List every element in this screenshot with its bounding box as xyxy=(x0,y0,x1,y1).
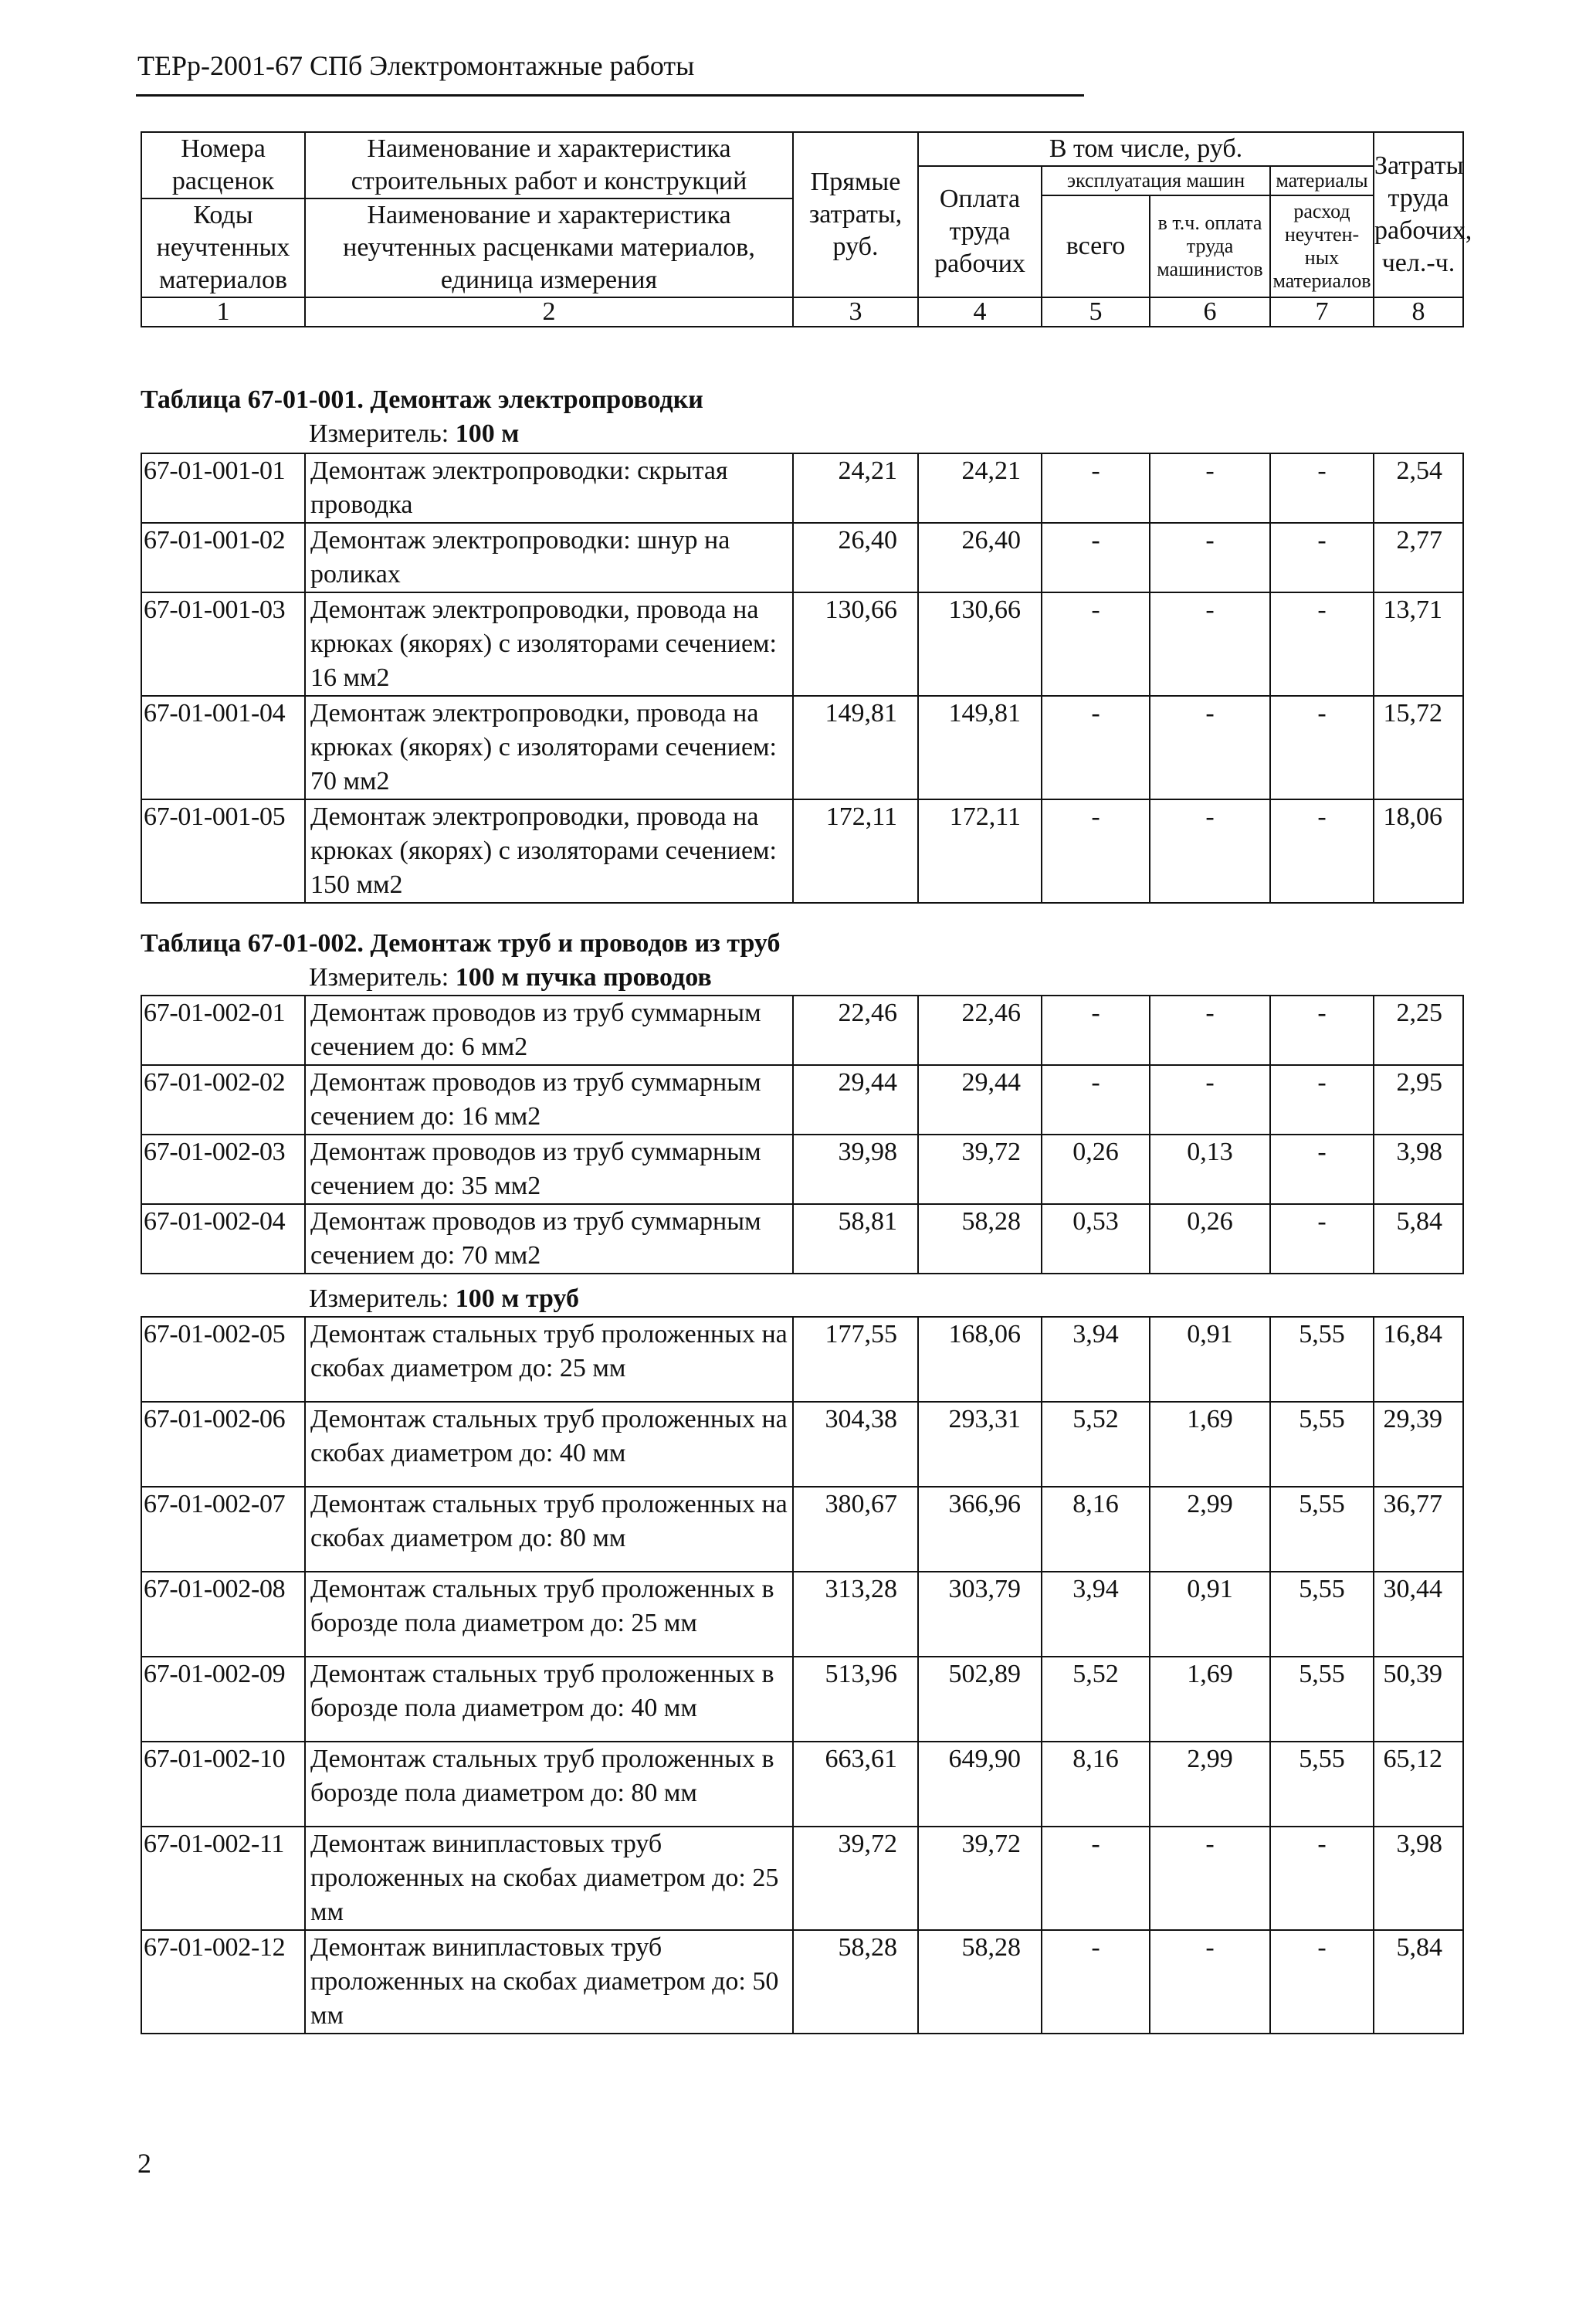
wages-cell: 149,81 xyxy=(918,696,1042,799)
measure-line: Измеритель: 100 м xyxy=(309,419,520,448)
labor-cell: 16,84 xyxy=(1374,1317,1463,1402)
hdr-name-cell: Наименование и характеристика строительных работ и конструкций xyxy=(305,132,793,198)
rate-code-cell: 67-01-002-02 xyxy=(141,1065,305,1135)
machines-total-cell: - xyxy=(1042,592,1150,696)
col-num: 5 xyxy=(1042,297,1150,327)
hdr-machinist-wages: в т.ч. оплата труда машинистов xyxy=(1150,195,1270,297)
work-description-cell: Демонтаж стальных труб проложенных в борозде пола диаметром до: 80 мм xyxy=(305,1742,793,1827)
labor-cell: 50,39 xyxy=(1374,1657,1463,1742)
machinist-wages-cell: - xyxy=(1150,453,1270,523)
table-row xyxy=(141,1065,1463,1135)
rate-code-cell: 67-01-002-03 xyxy=(141,1135,305,1204)
materials-cell: - xyxy=(1270,1204,1374,1274)
wages-cell: 303,79 xyxy=(918,1572,1042,1657)
table-row xyxy=(141,1204,1463,1274)
direct-costs-cell: 513,96 xyxy=(793,1657,918,1742)
header-rule xyxy=(136,94,1084,97)
work-description-cell: Демонтаж электропроводки, провода на крюках (якорях) с изоляторами сечением: 16 мм2 xyxy=(305,592,793,696)
machinist-wages-cell: - xyxy=(1150,1930,1270,2034)
materials-cell: - xyxy=(1270,1135,1374,1204)
machines-total-cell: 8,16 xyxy=(1042,1487,1150,1572)
col-num: 8 xyxy=(1374,297,1463,327)
wages-cell: 29,44 xyxy=(918,1065,1042,1135)
table-row xyxy=(141,1657,1463,1742)
direct-costs-cell: 313,28 xyxy=(793,1572,918,1657)
labor-cell: 5,84 xyxy=(1374,1204,1463,1274)
work-description-cell: Демонтаж проводов из труб суммарным сечением до: 6 мм2 xyxy=(305,996,793,1065)
measure-line: Измеритель: 100 м пучка проводов xyxy=(309,963,712,992)
work-description-cell: Демонтаж стальных труб проложенных на скобах диаметром до: 80 мм xyxy=(305,1487,793,1572)
work-description-cell: Демонтаж стальных труб проложенных в борозде пола диаметром до: 40 мм xyxy=(305,1657,793,1742)
materials-cell: - xyxy=(1270,799,1374,903)
table-row xyxy=(141,1572,1463,1657)
direct-costs-cell: 149,81 xyxy=(793,696,918,799)
work-description-cell: Демонтаж стальных труб проложенных на скобах диаметром до: 40 мм xyxy=(305,1402,793,1487)
labor-cell: 2,25 xyxy=(1374,996,1463,1065)
hdr-unaccounted-materials: расход неучтен-ных материалов xyxy=(1270,195,1374,297)
machinist-wages-cell: - xyxy=(1150,696,1270,799)
wages-cell: 58,28 xyxy=(918,1930,1042,2034)
table-row xyxy=(141,592,1463,696)
col-num: 4 xyxy=(918,297,1042,327)
table-title: Таблица 67-01-002. Демонтаж труб и проводов из труб xyxy=(141,929,781,958)
labor-cell: 36,77 xyxy=(1374,1487,1463,1572)
rate-code-cell: 67-01-002-10 xyxy=(141,1742,305,1827)
work-description-cell: Демонтаж электропроводки: шнур на роликах xyxy=(305,523,793,592)
labor-cell: 2,54 xyxy=(1374,453,1463,523)
hdr-machines: эксплуатация машин xyxy=(1042,166,1270,195)
rate-code-cell: 67-01-001-05 xyxy=(141,799,305,903)
materials-cell: - xyxy=(1270,1065,1374,1135)
machines-total-cell: 0,26 xyxy=(1042,1135,1150,1204)
machinist-wages-cell: - xyxy=(1150,799,1270,903)
wages-cell: 172,11 xyxy=(918,799,1042,903)
wages-cell: 26,40 xyxy=(918,523,1042,592)
machines-total-cell: - xyxy=(1042,523,1150,592)
column-header-table xyxy=(141,131,1472,327)
machines-total-cell: - xyxy=(1042,799,1150,903)
machines-total-cell: - xyxy=(1042,1065,1150,1135)
machines-total-cell: 5,52 xyxy=(1042,1657,1150,1742)
machinist-wages-cell: - xyxy=(1150,523,1270,592)
materials-cell: 5,55 xyxy=(1270,1742,1374,1827)
rate-code-cell: 67-01-001-04 xyxy=(141,696,305,799)
hdr-material-codes: Коды неучтенных материалов xyxy=(141,198,305,297)
machinist-wages-cell: - xyxy=(1150,592,1270,696)
rate-code-cell: 67-01-001-03 xyxy=(141,592,305,696)
machinist-wages-cell: 0,13 xyxy=(1150,1135,1270,1204)
rate-code-cell: 67-01-002-06 xyxy=(141,1402,305,1487)
rates-table xyxy=(141,995,1464,1274)
hdr-wages: Оплата труда рабочих xyxy=(918,166,1042,297)
labor-cell: 30,44 xyxy=(1374,1572,1463,1657)
col-num: 2 xyxy=(305,297,793,327)
labor-cell: 15,72 xyxy=(1374,696,1463,799)
measure-line: Измеритель: 100 м труб xyxy=(309,1284,579,1313)
hdr-including: В том числе, руб. xyxy=(918,132,1374,166)
hdr-direct-costs: Прямые затраты, руб. xyxy=(793,132,918,297)
machines-total-cell: - xyxy=(1042,1930,1150,2034)
col-num: 1 xyxy=(141,297,305,327)
machines-total-cell: - xyxy=(1042,1827,1150,1930)
table-row xyxy=(141,696,1463,799)
hdr-labor: Затраты труда рабочих, чел.-ч. xyxy=(1374,132,1463,297)
direct-costs-cell: 26,40 xyxy=(793,523,918,592)
rates-table xyxy=(141,453,1464,904)
machines-total-cell: 5,52 xyxy=(1042,1402,1150,1487)
wages-cell: 39,72 xyxy=(918,1827,1042,1930)
machinist-wages-cell: - xyxy=(1150,1827,1270,1930)
table-row xyxy=(141,1487,1463,1572)
table-row xyxy=(141,1402,1463,1487)
direct-costs-cell: 177,55 xyxy=(793,1317,918,1402)
wages-cell: 24,21 xyxy=(918,453,1042,523)
rate-code-cell: 67-01-002-12 xyxy=(141,1930,305,2034)
machines-total-cell: - xyxy=(1042,453,1150,523)
machines-total-cell: 3,94 xyxy=(1042,1317,1150,1402)
direct-costs-cell: 663,61 xyxy=(793,1742,918,1827)
materials-cell: 5,55 xyxy=(1270,1657,1374,1742)
table-row xyxy=(141,1135,1463,1204)
table-row xyxy=(141,1827,1463,1930)
machinist-wages-cell: 1,69 xyxy=(1150,1657,1270,1742)
materials-cell: - xyxy=(1270,1827,1374,1930)
hdr-codes-cell: Номера расценок xyxy=(141,132,305,198)
direct-costs-cell: 380,67 xyxy=(793,1487,918,1572)
col-num: 6 xyxy=(1150,297,1270,327)
labor-cell: 29,39 xyxy=(1374,1402,1463,1487)
materials-cell: 5,55 xyxy=(1270,1317,1374,1402)
work-description-cell: Демонтаж проводов из труб суммарным сечением до: 35 мм2 xyxy=(305,1135,793,1204)
table-row xyxy=(141,1930,1463,2034)
wages-cell: 39,72 xyxy=(918,1135,1042,1204)
materials-cell: - xyxy=(1270,996,1374,1065)
rate-code-cell: 67-01-002-04 xyxy=(141,1204,305,1274)
rate-code-cell: 67-01-001-01 xyxy=(141,453,305,523)
machines-total-cell: - xyxy=(1042,696,1150,799)
labor-cell: 13,71 xyxy=(1374,592,1463,696)
materials-cell: 5,55 xyxy=(1270,1402,1374,1487)
table-row xyxy=(141,523,1463,592)
materials-cell: - xyxy=(1270,1930,1374,2034)
work-description-cell: Демонтаж электропроводки, провода на крюках (якорях) с изоляторами сечением: 70 мм2 xyxy=(305,696,793,799)
machines-total-cell: 8,16 xyxy=(1042,1742,1150,1827)
wages-cell: 502,89 xyxy=(918,1657,1042,1742)
wages-cell: 130,66 xyxy=(918,592,1042,696)
machinist-wages-cell: 1,69 xyxy=(1150,1402,1270,1487)
work-description-cell: Демонтаж электропроводки, провода на крюках (якорях) с изоляторами сечением: 150 мм2 xyxy=(305,799,793,903)
machinist-wages-cell: - xyxy=(1150,996,1270,1065)
machines-total-cell: 0,53 xyxy=(1042,1204,1150,1274)
materials-cell: 5,55 xyxy=(1270,1572,1374,1657)
wages-cell: 366,96 xyxy=(918,1487,1042,1572)
machinist-wages-cell: 0,91 xyxy=(1150,1572,1270,1657)
wages-cell: 22,46 xyxy=(918,996,1042,1065)
materials-cell: - xyxy=(1270,696,1374,799)
materials-cell: 5,55 xyxy=(1270,1487,1374,1572)
labor-cell: 2,95 xyxy=(1374,1065,1463,1135)
rate-code-cell: 67-01-002-05 xyxy=(141,1317,305,1402)
direct-costs-cell: 24,21 xyxy=(793,453,918,523)
labor-cell: 65,12 xyxy=(1374,1742,1463,1827)
labor-cell: 5,84 xyxy=(1374,1930,1463,2034)
machines-total-cell: 3,94 xyxy=(1042,1572,1150,1657)
rate-code-cell: 67-01-002-07 xyxy=(141,1487,305,1572)
direct-costs-cell: 39,72 xyxy=(793,1827,918,1930)
table-row xyxy=(141,453,1463,523)
machinist-wages-cell: 2,99 xyxy=(1150,1742,1270,1827)
work-description-cell: Демонтаж проводов из труб суммарным сечением до: 70 мм2 xyxy=(305,1204,793,1274)
wages-cell: 649,90 xyxy=(918,1742,1042,1827)
work-description-cell: Демонтаж электропроводки: скрытая проводка xyxy=(305,453,793,523)
materials-cell: - xyxy=(1270,592,1374,696)
work-description-cell: Демонтаж винипластовых труб проложенных на скобах диаметром до: 50 мм xyxy=(305,1930,793,2034)
table-row xyxy=(141,799,1463,903)
page-number: 2 xyxy=(137,2148,151,2179)
labor-cell: 2,77 xyxy=(1374,523,1463,592)
materials-cell: - xyxy=(1270,453,1374,523)
machines-total-cell: - xyxy=(1042,996,1150,1065)
work-description-cell: Демонтаж винипластовых труб проложенных на скобах диаметром до: 25 мм xyxy=(305,1827,793,1930)
direct-costs-cell: 130,66 xyxy=(793,592,918,696)
rates-table xyxy=(141,1316,1464,2034)
direct-costs-cell: 58,81 xyxy=(793,1204,918,1274)
table-row xyxy=(141,1742,1463,1827)
running-head: ТЕРр-2001-67 СПб Электромонтажные работы xyxy=(137,50,695,81)
rate-code-cell: 67-01-002-01 xyxy=(141,996,305,1065)
machinist-wages-cell: 2,99 xyxy=(1150,1487,1270,1572)
machinist-wages-cell: 0,26 xyxy=(1150,1204,1270,1274)
direct-costs-cell: 22,46 xyxy=(793,996,918,1065)
col-num: 7 xyxy=(1270,297,1374,327)
work-description-cell: Демонтаж стальных труб проложенных в борозде пола диаметром до: 25 мм xyxy=(305,1572,793,1657)
machinist-wages-cell: 0,91 xyxy=(1150,1317,1270,1402)
labor-cell: 18,06 xyxy=(1374,799,1463,903)
rate-code-cell: 67-01-002-08 xyxy=(141,1572,305,1657)
labor-cell: 3,98 xyxy=(1374,1135,1463,1204)
work-description-cell: Демонтаж проводов из труб суммарным сечением до: 16 мм2 xyxy=(305,1065,793,1135)
machinist-wages-cell: - xyxy=(1150,1065,1270,1135)
table-title: Таблица 67-01-001. Демонтаж электропроводки xyxy=(141,385,703,414)
direct-costs-cell: 39,98 xyxy=(793,1135,918,1204)
direct-costs-cell: 58,28 xyxy=(793,1930,918,2034)
rate-code-cell: 67-01-002-09 xyxy=(141,1657,305,1742)
work-description-cell: Демонтаж стальных труб проложенных на скобах диаметром до: 25 мм xyxy=(305,1317,793,1402)
materials-cell: - xyxy=(1270,523,1374,592)
col-num: 3 xyxy=(793,297,918,327)
wages-cell: 293,31 xyxy=(918,1402,1042,1487)
direct-costs-cell: 29,44 xyxy=(793,1065,918,1135)
table-row xyxy=(141,996,1463,1065)
rate-code-cell: 67-01-002-11 xyxy=(141,1827,305,1930)
direct-costs-cell: 304,38 xyxy=(793,1402,918,1487)
hdr-total: всего xyxy=(1042,195,1150,297)
wages-cell: 168,06 xyxy=(918,1317,1042,1402)
wages-cell: 58,28 xyxy=(918,1204,1042,1274)
hdr-materials: материалы xyxy=(1270,166,1374,195)
labor-cell: 3,98 xyxy=(1374,1827,1463,1930)
table-row xyxy=(141,1317,1463,1402)
hdr-material-name: Наименование и характеристика неучтенных расценками материалов, единица измерения xyxy=(305,198,793,297)
rate-code-cell: 67-01-001-02 xyxy=(141,523,305,592)
direct-costs-cell: 172,11 xyxy=(793,799,918,903)
